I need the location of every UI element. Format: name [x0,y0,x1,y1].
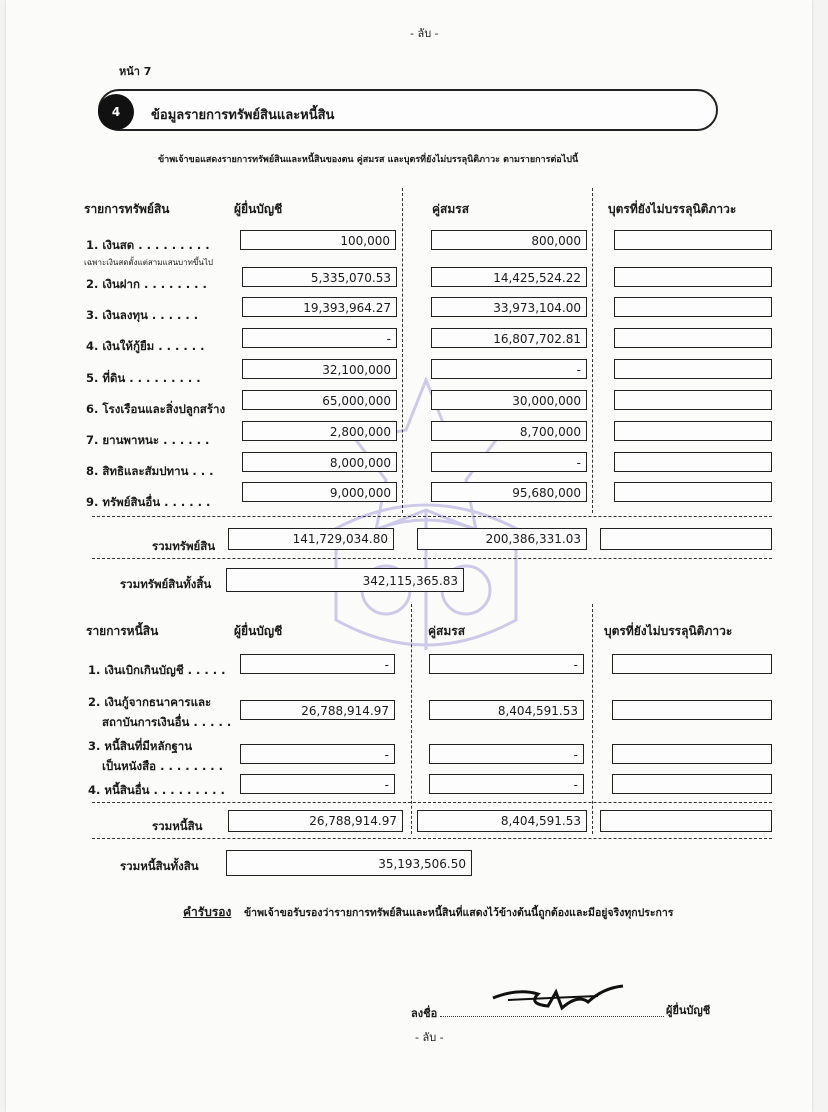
asset-child-value [614,390,772,410]
liability-spouse-value: - [429,774,584,794]
signature-label: ลงชื่อ [411,1007,438,1020]
liability-child-value [612,654,772,674]
asset-declarant-value: 9,000,000 [242,482,397,502]
secret-mark-top: - ลับ - [410,27,439,40]
section-number-badge: 4 [98,94,134,130]
liabilities-total-spouse: 8,404,591.53 [417,810,587,832]
certification-heading: คำรับรอง [183,905,232,919]
divider [92,558,772,559]
liability-spouse-value: - [429,744,584,764]
column-divider [411,604,412,834]
asset-label: 3. เงินลงทุน . . . . . . [86,308,199,322]
asset-declarant-value: 19,393,964.27 [242,297,397,317]
asset-child-value [614,359,772,379]
assets-total-label: รวมทรัพย์สิน [152,539,216,553]
asset-label: 6. โรงเรือนและสิ่งปลูกสร้าง [86,402,226,416]
asset-spouse-value: 800,000 [431,230,587,250]
liability-declarant-value: - [240,774,395,794]
liability-label: 1. เงินเบิกเกินบัญชี . . . . . [88,663,226,677]
asset-child-value [614,267,772,287]
certification-text: ข้าพเจ้าขอรับรองว่ารายการทรัพย์สินและหนี้สินที่แสดงไว้ข้างต้นนี้ถูกต้องและมีอยู่จริงทุกประการ [244,907,674,919]
liabilities-declarant-header: ผู้ยื่นบัญชี [234,624,283,638]
asset-spouse-value: 95,680,000 [431,482,587,502]
liability-label: 4. หนี้สินอื่น . . . . . . . . . [88,783,225,797]
asset-label: 4. เงินให้กู้ยืม . . . . . . [86,339,205,353]
document-page [6,0,812,1112]
asset-child-value [614,482,772,502]
asset-label: 7. ยานพาหนะ . . . . . . [86,433,210,447]
divider [92,838,772,839]
assets-spouse-header: คู่สมรส [432,202,470,216]
asset-spouse-value: - [431,359,587,379]
asset-spouse-value: 16,807,702.81 [431,328,587,348]
asset-declarant-value: 65,000,000 [242,390,397,410]
asset-declarant-value: 100,000 [240,230,396,250]
asset-declarant-value: 5,335,070.53 [242,267,397,287]
column-divider [592,188,593,513]
liabilities-total-label: รวมหนี้สิน [152,819,203,833]
assets-total-spouse: 200,386,331.03 [417,528,587,550]
asset-spouse-value: - [431,452,587,472]
liabilities-grand-total: 35,193,506.50 [226,850,472,876]
asset-declarant-value: 32,100,000 [242,359,397,379]
asset-spouse-value: 30,000,000 [431,390,587,410]
assets-child-header: บุตรที่ยังไม่บรรลุนิติภาวะ [608,202,737,216]
asset-spouse-value: 33,973,104.00 [431,297,587,317]
liability-declarant-value: - [240,744,395,764]
column-divider [402,188,403,513]
asset-child-value [614,297,772,317]
liabilities-grand-label: รวมหนี้สินทั้งสิน [120,859,199,873]
asset-label: 2. เงินฝาก . . . . . . . . [86,277,207,291]
section-intro: ข้าพเจ้าขอแสดงรายการทรัพย์สินและหนี้สินของตน คู่สมรส และบุตรที่ยังไม่บรรลุนิติภาวะ ตามรายการต่อไปนี้ [158,155,579,165]
asset-child-value [614,421,772,441]
divider [92,802,772,803]
assets-total-child [600,528,772,550]
assets-total-declarant: 141,729,034.80 [228,528,394,550]
assets-grand-total: 342,115,365.83 [226,568,464,592]
section-title: ข้อมูลรายการทรัพย์สินและหนี้สิน [151,108,335,123]
asset-label: 9. ทรัพย์สินอื่น . . . . . . [86,495,211,509]
asset-child-value [614,230,772,250]
page-number: หน้า 7 [119,65,152,78]
liability-spouse-value: 8,404,591.53 [429,700,584,720]
asset-label: 1. เงินสด . . . . . . . . . [86,238,210,252]
liabilities-total-child [600,810,772,832]
asset-declarant-value: 8,000,000 [242,452,397,472]
asset-spouse-value: 8,700,000 [431,421,587,441]
asset-child-value [614,452,772,472]
liabilities-total-declarant: 26,788,914.97 [228,810,403,832]
divider [92,516,772,517]
liability-child-value [612,700,772,720]
liabilities-spouse-header: คู่สมรส [428,624,466,638]
liability-label-cont: เป็นหนังสือ . . . . . . . . [102,759,224,773]
secret-mark-bottom: - ลับ - [415,1031,444,1044]
asset-spouse-value: 14,425,524.22 [431,267,587,287]
liabilities-item-header: รายการหนี้สิน [86,624,159,638]
assets-declarant-header: ผู้ยื่นบัญชี [234,202,283,216]
liability-label-cont: สถาบันการเงินอื่น . . . . . [102,715,232,729]
signature-role: ผู้ยื่นบัญชี [666,1004,711,1017]
liability-declarant-value: - [240,654,395,674]
liability-child-value [612,744,772,764]
asset-child-value [614,328,772,348]
liability-label: 3. หนี้สินที่มีหลักฐาน [88,739,193,753]
column-divider [592,604,593,834]
assets-item-header: รายการทรัพย์สิน [84,202,170,216]
liability-declarant-value: 26,788,914.97 [240,700,395,720]
asset-declarant-value: - [242,328,397,348]
asset-label: 8. สิทธิและสัมปทาน . . . [86,464,214,478]
asset-label: 5. ที่ดิน . . . . . . . . . [86,371,201,385]
signature-scribble-icon [488,980,628,1020]
liability-spouse-value: - [429,654,584,674]
liability-label: 2. เงินกู้จากธนาคารและ [88,695,212,709]
cash-note: เฉพาะเงินสดตั้งแต่สามแสนบาทขึ้นไป [84,258,213,267]
liabilities-child-header: บุตรที่ยังไม่บรรลุนิติภาวะ [604,624,733,638]
liability-child-value [612,774,772,794]
asset-declarant-value: 2,800,000 [242,421,397,441]
watermark-seal-icon [296,370,556,670]
assets-grand-label: รวมทรัพย์สินทั้งสิ้น [120,577,212,591]
